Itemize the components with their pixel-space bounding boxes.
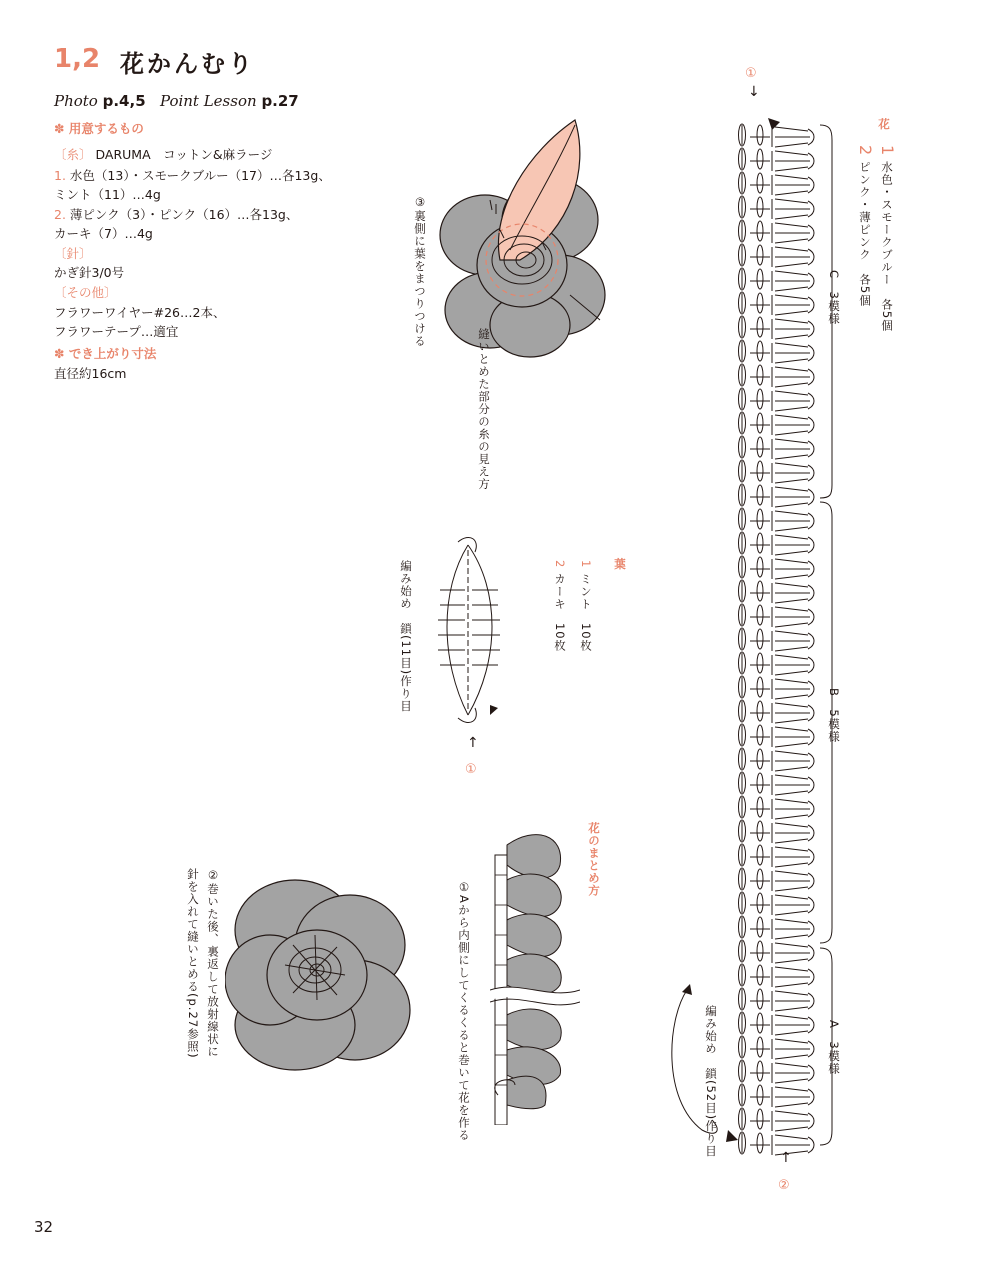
leaf-start-caption: 編み始め 鎖(11目)作り目: [399, 560, 413, 713]
step2-caption: ②巻いた後、裏返して放射線状に: [206, 868, 220, 1058]
flower-label: 花: [877, 118, 891, 131]
material-line-2: 2. 薄ピンク（3）・ピンク（16）…各13g、: [54, 207, 299, 222]
step3-caption: ③裏側に葉をまつりつける: [413, 195, 427, 348]
material-line-2b: カーキ（7）…4g: [54, 226, 153, 241]
section-a-label: A 3模様: [827, 1020, 841, 1075]
leaf-chart: [420, 530, 530, 730]
pattern-number: 1,2: [54, 44, 101, 74]
rolling-strip-illustration: [490, 825, 580, 1125]
page-title: 花かんむり: [120, 50, 255, 78]
material-line-1b: ミント（11）…4g: [54, 187, 161, 202]
leaf-arrow-icon: ↑: [467, 735, 479, 751]
materials-heading: ✽ 用意するもの: [54, 121, 144, 136]
flower-mark-1: ①: [745, 66, 757, 81]
assembly-title: 花のまとめ方: [587, 822, 601, 897]
flower-arrow-up-icon: ↑: [780, 1150, 792, 1166]
section-c-label: C 3模様: [827, 270, 841, 325]
flower-variant-2: 2 ピンク・薄ピンク 各5個: [856, 145, 875, 307]
leaf-label: 葉: [613, 558, 627, 571]
section-b-label: B 5模様: [827, 688, 841, 743]
other-line-2: フラワーテープ…適宜: [54, 324, 179, 339]
finished-size: 直径約16cm: [54, 366, 127, 381]
flower-with-leaf-illustration: [430, 110, 610, 410]
step2-caption-2: 針を入れて縫いとめる(p.27参照): [186, 868, 200, 1059]
yarn-line: 〔糸〕 DARUMA コットン&麻ラージ: [54, 147, 273, 162]
hook-label: 〔針〕: [54, 246, 92, 261]
leaf-variant-1: 1 ミント 10枚: [579, 560, 593, 653]
hook-size: かぎ針3/0号: [54, 265, 125, 280]
flower-stitch-chart: [720, 100, 860, 1160]
other-label: 〔その他〕: [54, 285, 117, 300]
stitch-note: 縫いとめた部分の糸の見え方: [477, 328, 491, 491]
step1-caption: ①Aから内側にしてくるくると巻いて花を作る: [457, 880, 471, 1142]
size-heading: ✽ でき上がり寸法: [54, 346, 157, 361]
photo-reference: Photo p.4,5 Point Lesson p.27: [54, 92, 299, 110]
flower-mark-2: ②: [778, 1178, 790, 1193]
flower-arrow-down-icon: ↓: [748, 84, 760, 100]
material-line-1: 1. 水色（13）・スモークブルー（17）…各13g、: [54, 168, 331, 183]
flower-start-caption: 編み始め 鎖(52目)作り目: [704, 1005, 718, 1158]
leaf-variant-2: 2 カーキ 10枚: [553, 560, 567, 653]
page-number: 32: [34, 1218, 54, 1236]
other-line-1: フラワーワイヤー#26…2本、: [54, 305, 226, 320]
leaf-mark-1: ①: [465, 762, 477, 777]
flower-variant-1: 1 水色・スモークブルー 各5個: [878, 145, 897, 332]
rolled-flower-illustration: [225, 875, 415, 1075]
